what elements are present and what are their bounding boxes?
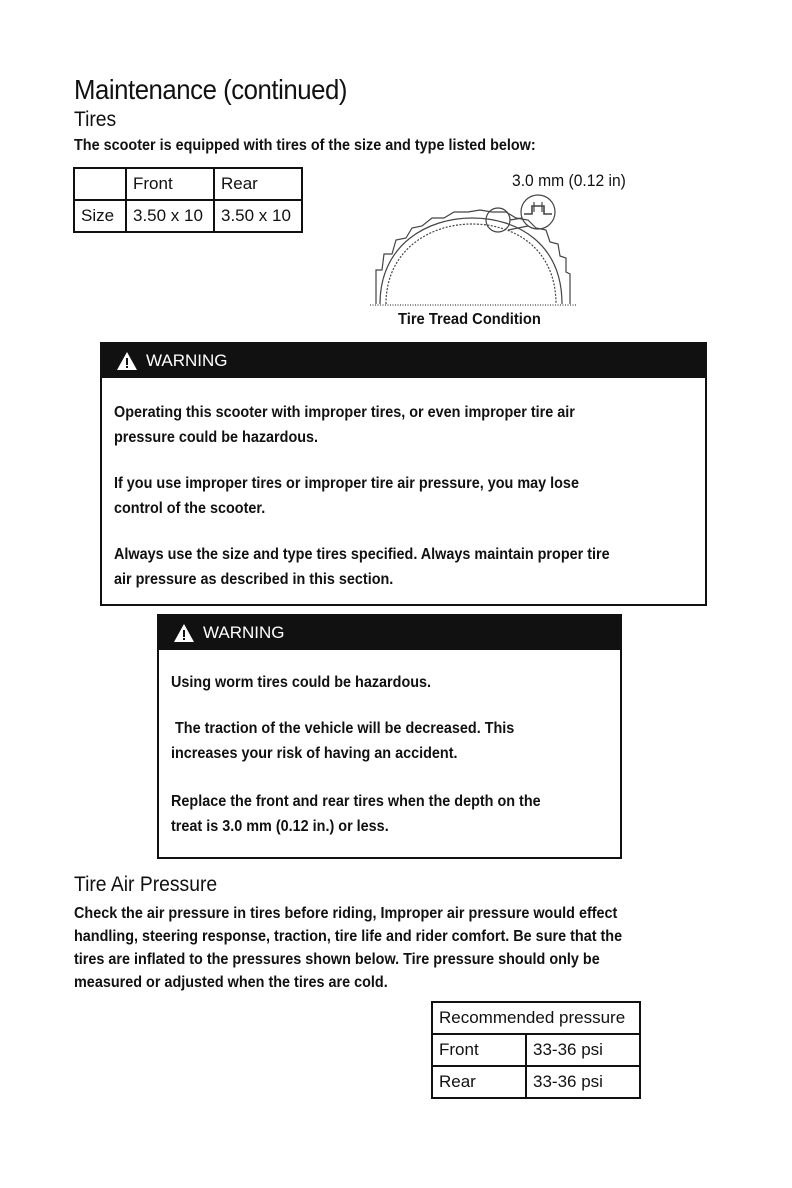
warning-text: Replace the front and rear tires when the depth on the — [171, 793, 541, 810]
warning-text: air pressure as described in this section. — [114, 571, 394, 588]
warning-text: Always use the size and type tires specified. Always maintain proper tire — [114, 546, 610, 563]
table-row — [432, 1002, 640, 1034]
warning-header — [102, 344, 705, 378]
section-heading-air-pressure: Tire Air Pressure — [74, 873, 218, 896]
warning-text: pressure could be hazardous. — [114, 429, 319, 446]
warning-label: WARNING — [203, 623, 285, 642]
pressure-row-value: 33-36 psi — [526, 1034, 640, 1066]
warning-box-improper-tires — [100, 342, 707, 606]
warning-text: If you use improper tires or improper tire air pressure, you may lose — [114, 475, 579, 492]
table-header-front: Front — [126, 168, 214, 200]
recommended-pressure-table — [431, 1001, 641, 1099]
pressure-row-label: Rear — [432, 1066, 526, 1098]
warning-box-worn-tires — [157, 614, 622, 859]
warning-text: increases your risk of having an accident. — [171, 745, 458, 762]
table-row — [432, 1066, 640, 1098]
warning-triangle-icon — [173, 623, 195, 643]
warning-text: The traction of the vehicle will be decreased. This — [171, 720, 515, 737]
air-pressure-text: handling, steering response, traction, tire life and rider comfort. Be sure that the — [74, 928, 623, 945]
air-pressure-text: measured or adjusted when the tires are cold. — [74, 974, 388, 991]
tread-measurement-label: 3.0 mm (0.12 in) — [512, 171, 626, 190]
tire-size-table — [73, 167, 303, 233]
table-cell — [74, 168, 126, 200]
air-pressure-text: Check the air pressure in tires before riding, Improper air pressure would effect — [74, 905, 618, 922]
table-row-label-size: Size — [74, 200, 126, 232]
page-title: Maintenance (continued) — [74, 74, 347, 105]
tire-tread-diagram — [360, 190, 580, 310]
air-pressure-text: tires are inflated to the pressures shown below. Tire pressure should only be — [74, 951, 600, 968]
warning-text: treat is 3.0 mm (0.12 in.) or less. — [171, 818, 389, 835]
table-row — [432, 1034, 640, 1066]
pressure-table-header: Recommended pressure — [432, 1002, 640, 1034]
section-heading-tires: Tires — [74, 108, 117, 131]
diagram-caption: Tire Tread Condition — [398, 311, 541, 328]
pressure-row-value: 33-36 psi — [526, 1066, 640, 1098]
tires-intro: The scooter is equipped with tires of the size and type listed below: — [74, 137, 536, 154]
warning-triangle-icon — [116, 351, 138, 371]
warning-text: Operating this scooter with improper tires, or even improper tire air — [114, 404, 575, 421]
table-header-rear: Rear — [214, 168, 302, 200]
table-row — [74, 200, 302, 232]
warning-text: Using worm tires could be hazardous. — [171, 674, 432, 691]
warning-label: WARNING — [146, 351, 228, 370]
warning-header — [159, 616, 620, 650]
pressure-row-label: Front — [432, 1034, 526, 1066]
table-cell-rear-size: 3.50 x 10 — [214, 200, 302, 232]
table-cell-front-size: 3.50 x 10 — [126, 200, 214, 232]
warning-text: control of the scooter. — [114, 500, 266, 517]
table-row — [74, 168, 302, 200]
